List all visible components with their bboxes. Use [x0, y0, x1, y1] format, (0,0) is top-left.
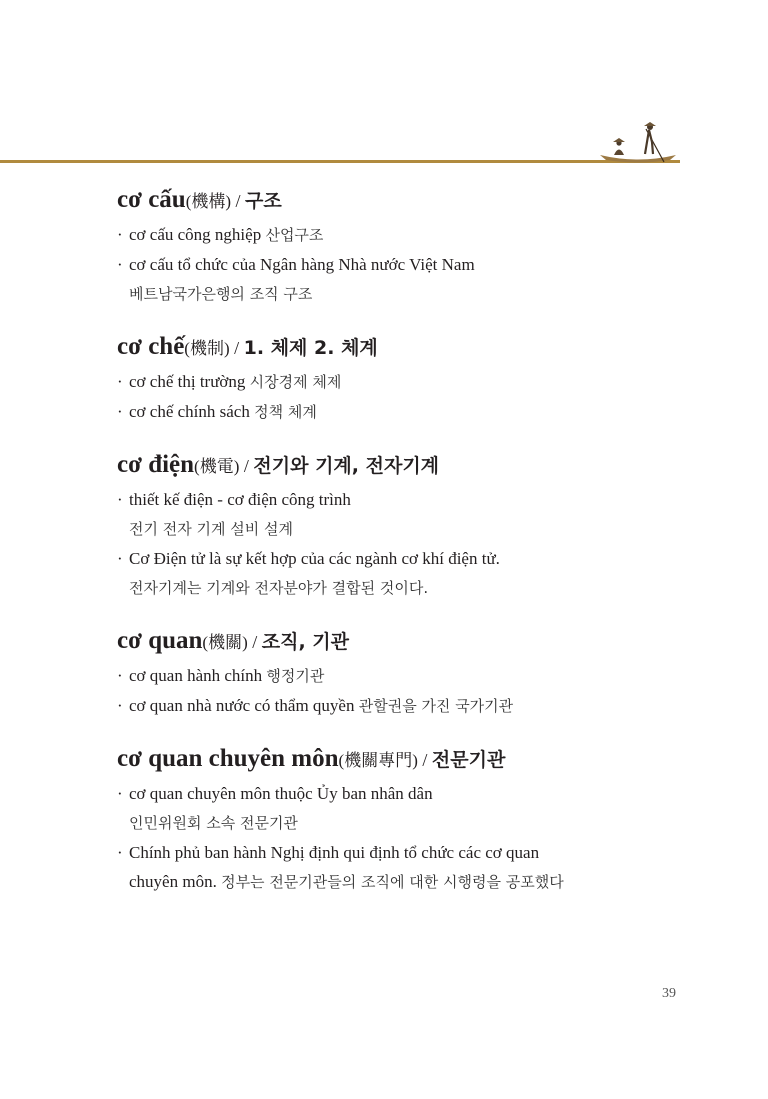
hanja: (機構) — [185, 192, 232, 211]
dictionary-entries — [117, 182, 677, 917]
bullet: · — [117, 255, 123, 274]
vi-text: cơ chế chính sách — [129, 402, 255, 421]
kr-text: 전기 전자 기계 설비 설계 — [129, 520, 293, 538]
vi-text: chuyên môn. — [129, 872, 222, 891]
vi-text: Cơ Điện tử là sự kết hợp của các ngành cơ khí điện tử. — [129, 549, 500, 568]
headword: cơ chế — [117, 333, 185, 360]
page-number: 39 — [662, 986, 676, 1001]
entry-heading — [117, 182, 677, 220]
entry-heading — [117, 447, 677, 485]
example-line — [117, 279, 677, 309]
boat-illustration — [596, 118, 680, 164]
hanja: (機制) — [184, 339, 230, 358]
vi-text: cơ chế thị trường — [129, 372, 250, 391]
kr-text: 관할권을 가진 국가기관 — [358, 697, 514, 715]
entry-co-che — [117, 329, 677, 427]
kr-text: 시장경제 체제 — [249, 373, 342, 391]
example-line — [117, 808, 677, 838]
vi-text: cơ cấu công nghiệp — [129, 225, 266, 244]
separator: / — [229, 338, 244, 358]
entry-heading — [117, 741, 677, 779]
bullet: · — [117, 843, 123, 862]
entry-heading — [117, 623, 677, 661]
kr-text: 행정기관 — [266, 667, 325, 685]
korean-meaning: 전기와 기계, 전자기계 — [253, 455, 440, 477]
bullet: · — [117, 490, 123, 509]
entry-co-cau — [117, 182, 677, 309]
entry-heading — [117, 329, 677, 367]
entry-co-quan-chuyen-mon — [117, 741, 677, 897]
bullet: · — [117, 372, 123, 391]
headword: cơ điện — [117, 451, 195, 478]
vi-text: cơ cấu tổ chức của Ngân hàng Nhà nước Việt Nam — [129, 255, 475, 274]
vi-text: cơ quan chuyên môn thuộc Ủy ban nhân dân — [129, 784, 433, 803]
vi-text: cơ quan nhà nước có thẩm quyền — [129, 696, 359, 715]
example-line — [117, 867, 677, 897]
korean-meaning: 1. 체제 2. 체계 — [243, 337, 378, 359]
headword: cơ cấu — [117, 186, 186, 213]
bullet: · — [117, 549, 123, 568]
example-line — [117, 838, 677, 867]
separator: / — [417, 750, 432, 770]
example-line — [117, 397, 677, 427]
example-line — [117, 367, 677, 397]
vi-text: thiết kế điện - cơ điện công trình — [129, 490, 351, 509]
korean-meaning: 구조 — [245, 190, 282, 212]
separator: / — [247, 632, 262, 652]
example-line — [117, 691, 677, 721]
hanja: (機關) — [202, 633, 248, 652]
example-line — [117, 661, 677, 691]
headword: cơ quan chuyên môn — [117, 745, 339, 772]
header-rule — [0, 160, 680, 163]
kr-text: 인민위원회 소속 전문기관 — [129, 814, 298, 832]
vi-text: cơ quan hành chính — [129, 666, 267, 685]
vi-text: Chính phủ ban hành Nghị định qui định tổ chức các cơ quan — [129, 843, 540, 862]
kr-text: 정부는 전문기관들의 조직에 대한 시행령을 공포했다 — [221, 873, 564, 891]
entry-co-dien — [117, 447, 677, 603]
kr-text: 베트남국가은행의 조직 구조 — [129, 285, 313, 303]
example-line — [117, 573, 677, 603]
example-line — [117, 514, 677, 544]
bullet: · — [117, 666, 123, 685]
bullet: · — [117, 402, 123, 421]
separator: / — [231, 191, 246, 211]
korean-meaning: 전문기관 — [431, 749, 506, 771]
korean-meaning: 조직, 기관 — [261, 631, 349, 653]
example-line — [117, 779, 677, 808]
example-line — [117, 544, 677, 573]
entry-co-quan — [117, 623, 677, 721]
kr-text: 전자기계는 기계와 전자분야가 결합된 것이다. — [129, 579, 429, 597]
example-line — [117, 485, 677, 514]
bullet: · — [117, 225, 123, 244]
bullet: · — [117, 784, 123, 803]
hanja: (機電) — [194, 457, 240, 476]
separator: / — [239, 456, 254, 476]
example-line — [117, 220, 677, 250]
headword: cơ quan — [117, 627, 203, 654]
bullet: · — [117, 696, 123, 715]
kr-text: 산업구조 — [265, 226, 324, 244]
example-line — [117, 250, 677, 279]
hanja: (機關專門) — [338, 751, 418, 770]
kr-text: 정책 체계 — [254, 403, 317, 421]
